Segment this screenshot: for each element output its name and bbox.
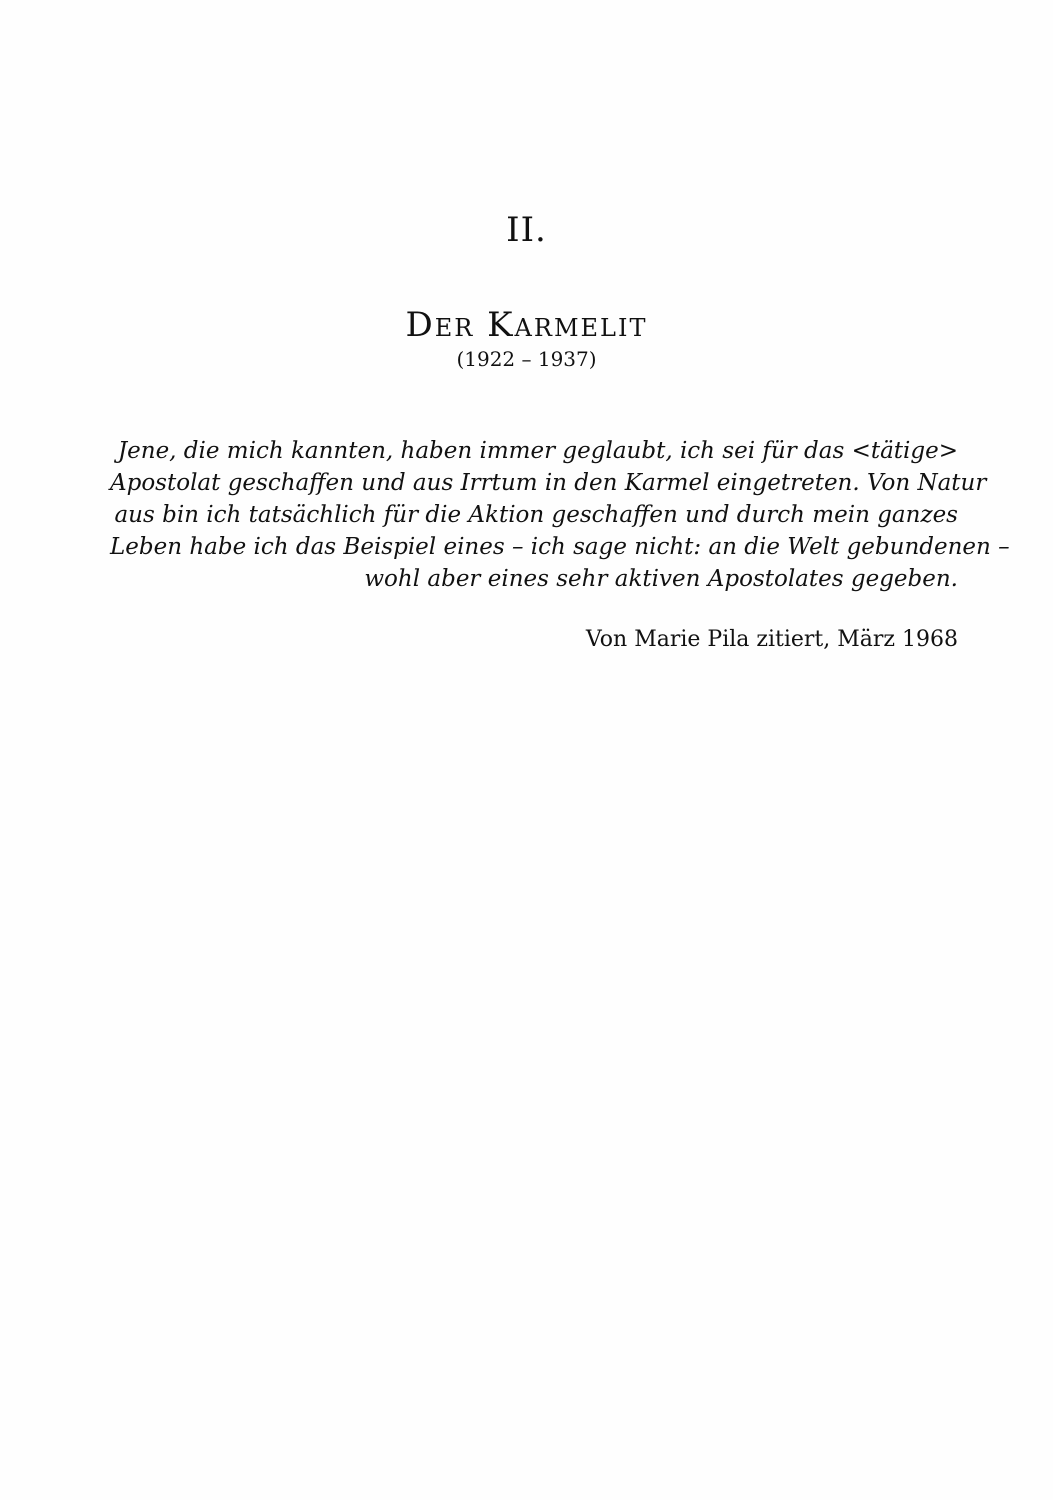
- epigraph-line: wohl aber eines sehr aktiven Apostolates gegeben.: [364, 566, 958, 592]
- epigraph-line: Jene, die mich kannten, haben immer geglaubt, ich sei für das <tätige>: [117, 438, 958, 464]
- epigraph-line: Apostolat geschaffen und aus Irrtum in den Karmel eingetreten. Von Natur: [110, 470, 987, 496]
- epigraph-attribution: Von Marie Pila zitiert, März 1968: [585, 627, 958, 652]
- epigraph-line: Leben habe ich das Beispiel eines – ich sage nicht: an die Welt gebundenen –: [110, 534, 1010, 560]
- chapter-number: II.: [506, 210, 547, 250]
- epigraph-quote: [110, 435, 1010, 595]
- epigraph-line: aus bin ich tatsächlich für die Aktion geschaffen und durch mein ganzes: [114, 502, 958, 528]
- chapter-title: Der Karmelit: [405, 305, 648, 345]
- chapter-years: (1922 – 1937): [456, 347, 597, 371]
